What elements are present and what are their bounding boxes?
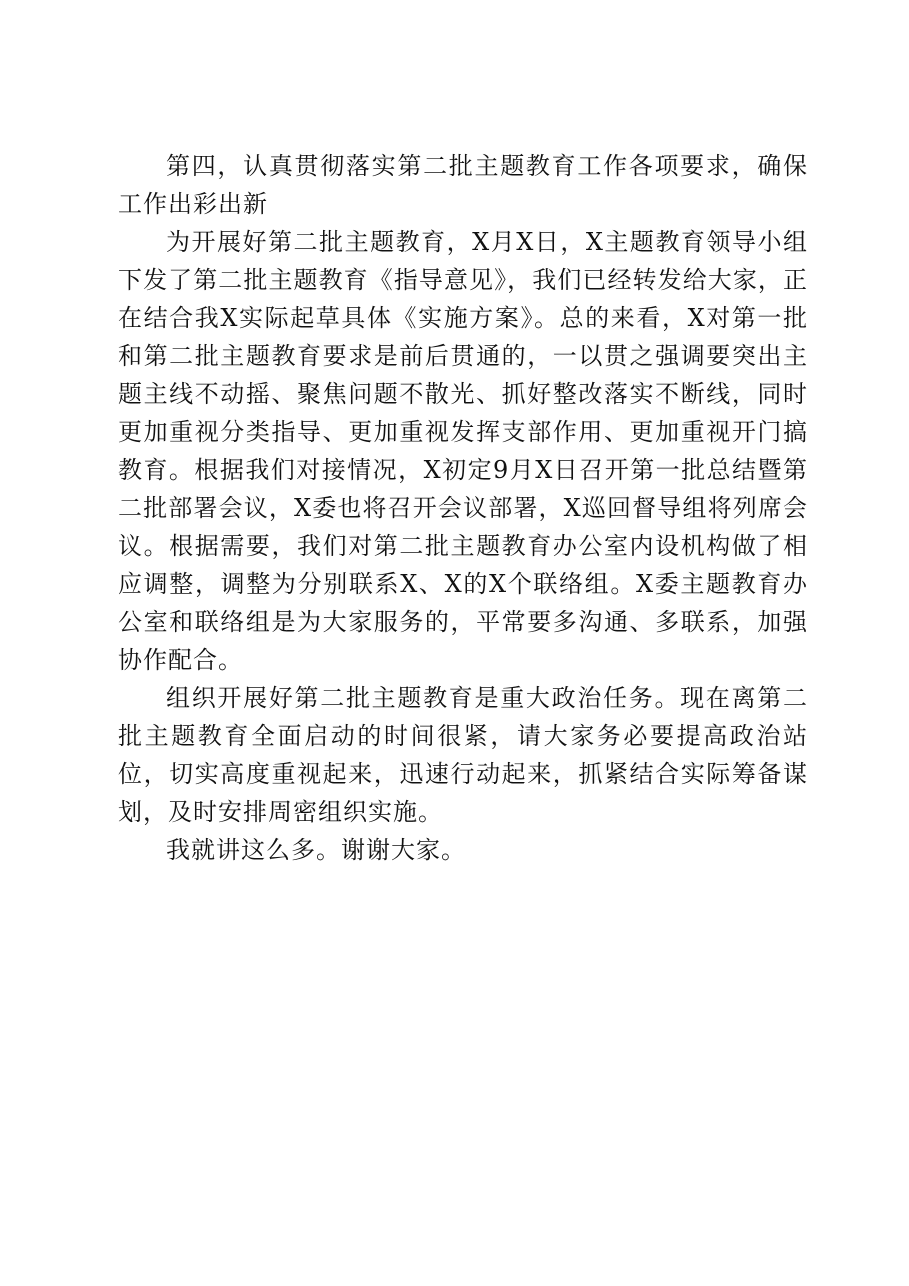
document-body (118, 147, 808, 869)
body-paragraph: 组织开展好第二批主题教育是重大政治任务。现在离第二批主题教育全面启动的时间很紧，请大家务必要提高政治站位，切实高度重视起来，迅速行动起来，抓紧结合实际筹备谋划，及时安排周密组织实施。 (118, 684, 808, 826)
section-heading-paragraph: 第四，认真贯彻落实第二批主题教育工作各项要求，确保工作出彩出新 (118, 152, 808, 218)
closing-paragraph: 我就讲这么多。谢谢大家。 (166, 836, 466, 864)
body-paragraph: 为开展好第二批主题教育，X月X日，X主题教育领导小组下发了第二批主题教育《指导意见》，我们已经转发给大家，正在结合我X实际起草具体《实施方案》。总的来看，X对第一批和第二批主题教育要求是前后贯通的，一以贯之强调要突出主题主线不动摇、聚焦问题不散光、抓好整改落实不断线，同时更加重视分类指导、更加重视发挥支部作用、更加重视开门搞教育。根据我们对接情况，X初定9月X日召开第一批总结暨第二批部署会议，X委也将召开会议部署，X巡回督导组将列席会议。根据需要，我们对第二批主题教育办公室内设机构做了相应调整，调整为分别联系X、X的X个联络组。X委主题教育办公室和联络组是为大家服务的，平常要多沟通、多联系，加强协作配合。 (118, 228, 808, 674)
